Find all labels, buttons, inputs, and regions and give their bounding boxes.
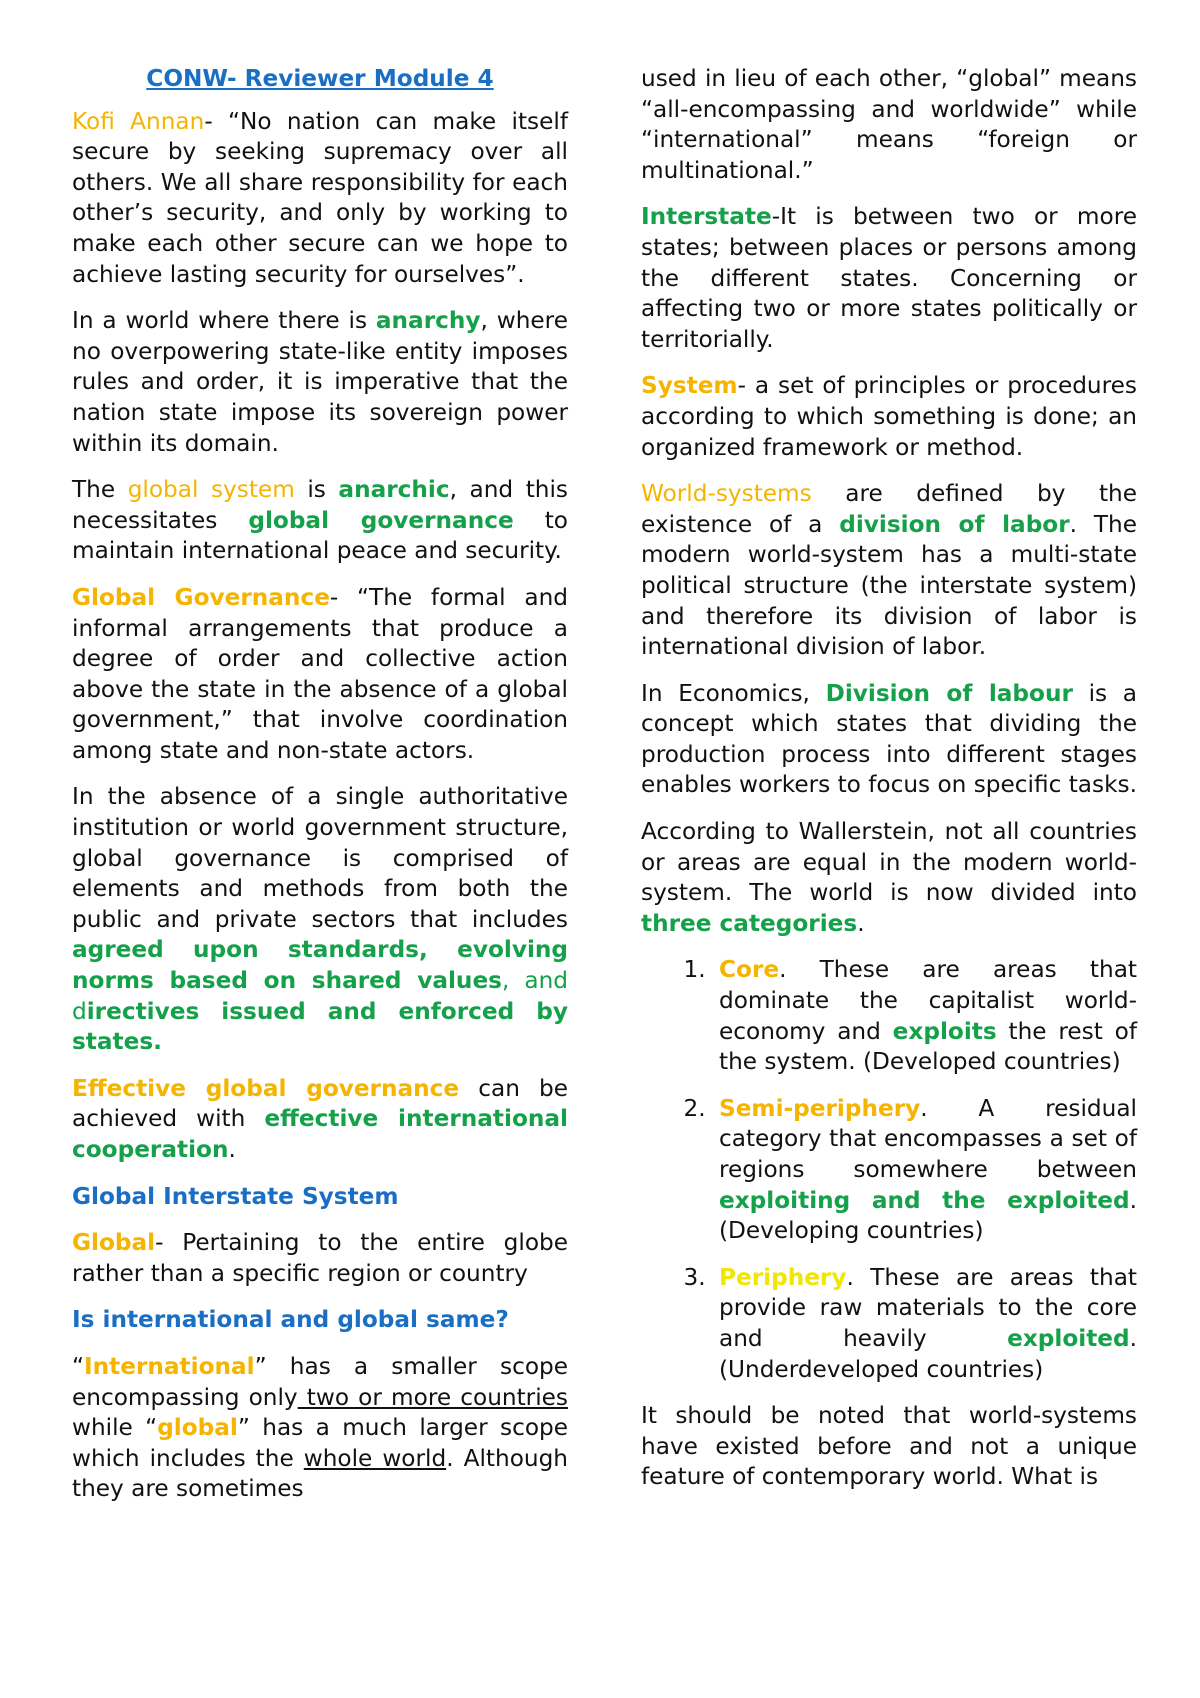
effective-governance-paragraph: Effective global governance can be achieved with effective international cooperation. <box>72 1074 568 1163</box>
anarchy-paragraph: In a world where there is anarchy, where no overpowering state-like entity imposes rules and order, it is imperative that the nation state impose its sovereign power within its domain. <box>72 307 568 457</box>
categories-list <box>641 955 1137 1385</box>
left-column <box>72 64 568 1521</box>
term-anarchy: anarchy <box>375 307 481 335</box>
annan-name: Kofi Annan <box>72 107 205 135</box>
term-global-system: global system <box>127 476 295 504</box>
right-column <box>641 64 1137 1509</box>
interstate-definition: Interstate-It is between two or more states; between places or persons among the different states. Concerning or affecting two or more states politically or territorially. <box>641 203 1137 353</box>
annan-quote-paragraph: Kofi Annan- “No nation can make itself secure by seeking supremacy over all others. We all share responsibility for each other’s security, and only by working to make each other secure can we hope to achieve lasting security for ourselves”. <box>72 107 568 288</box>
heading-international-global-same: Is international and global same? <box>72 1306 509 1334</box>
term-global-governance: global governance <box>248 506 514 534</box>
closing-paragraph: It should be noted that world-systems have existed before and not a unique feature of contemporary world. What is <box>641 1402 1137 1491</box>
wallerstein-paragraph: According to Wallerstein, not all countries or areas are equal in the modern world-system. The world is now divided into three categories. <box>641 818 1137 937</box>
system-definition: System- a set of principles or procedures according to which something is done; an organized framework or method. <box>641 372 1137 461</box>
international-paragraph: “International” has a smaller scope encompassing only two or more countries while “global” has a much larger scope which includes the whole world. Although they are sometimes <box>72 1352 569 1503</box>
list-item-semi-periphery: 2. Semi-periphery. A residual category that encompasses a set of regions somewhere between exploiting and the exploited. (Developing countries) <box>713 1094 1137 1247</box>
document-title: CONW- Reviewer Module 4 <box>146 65 494 92</box>
list-item-periphery: 3. Periphery. These are areas that provide raw materials to the core and heavily exploited. (Underdeveloped countries) <box>713 1263 1137 1385</box>
global-system-paragraph: The global system is anarchic, and this necessitates global governance to maintain international peace and security. <box>72 476 569 565</box>
term-global-governance-heading: Global Governance <box>72 583 330 611</box>
global-definition: Global- Pertaining to the entire globe rather than a specific region or country <box>72 1229 568 1287</box>
global-governance-definition: Global Governance- “The formal and informal arrangements that produce a degree of order and collective action above the state in the absence of a global government,” that involve coordination among state and non-state actors. <box>72 583 568 764</box>
world-systems-paragraph: World-systems are defined by the existence of a division of labor. The modern world-system has a multi-state political structure (the interstate system) and therefore its division of labor is international division of labor. <box>641 480 1137 661</box>
term-anarchic: anarchic <box>338 476 450 504</box>
heading-global-interstate-system: Global Interstate System <box>72 1182 399 1210</box>
continuation-paragraph: used in lieu of each other, “global” means “all-encompassing and worldwide” while “international” means “foreign or multinational.” <box>641 65 1137 184</box>
list-item-core: 1. Core. These are areas that dominate the capitalist world-economy and exploits the rest of the system. (Developed countries) <box>713 955 1137 1077</box>
absence-paragraph: In the absence of a single authoritative institution or world government structure, global governance is comprised of elements and methods from both the public and private sectors that includes agreed upon standards, evolving norms based on shared values, and directives issued and enforced by states. <box>72 783 568 1056</box>
economics-paragraph: In Economics, Division of labour is a concept which states that dividing the production process into different stages enables workers to focus on specific tasks. <box>641 679 1137 799</box>
